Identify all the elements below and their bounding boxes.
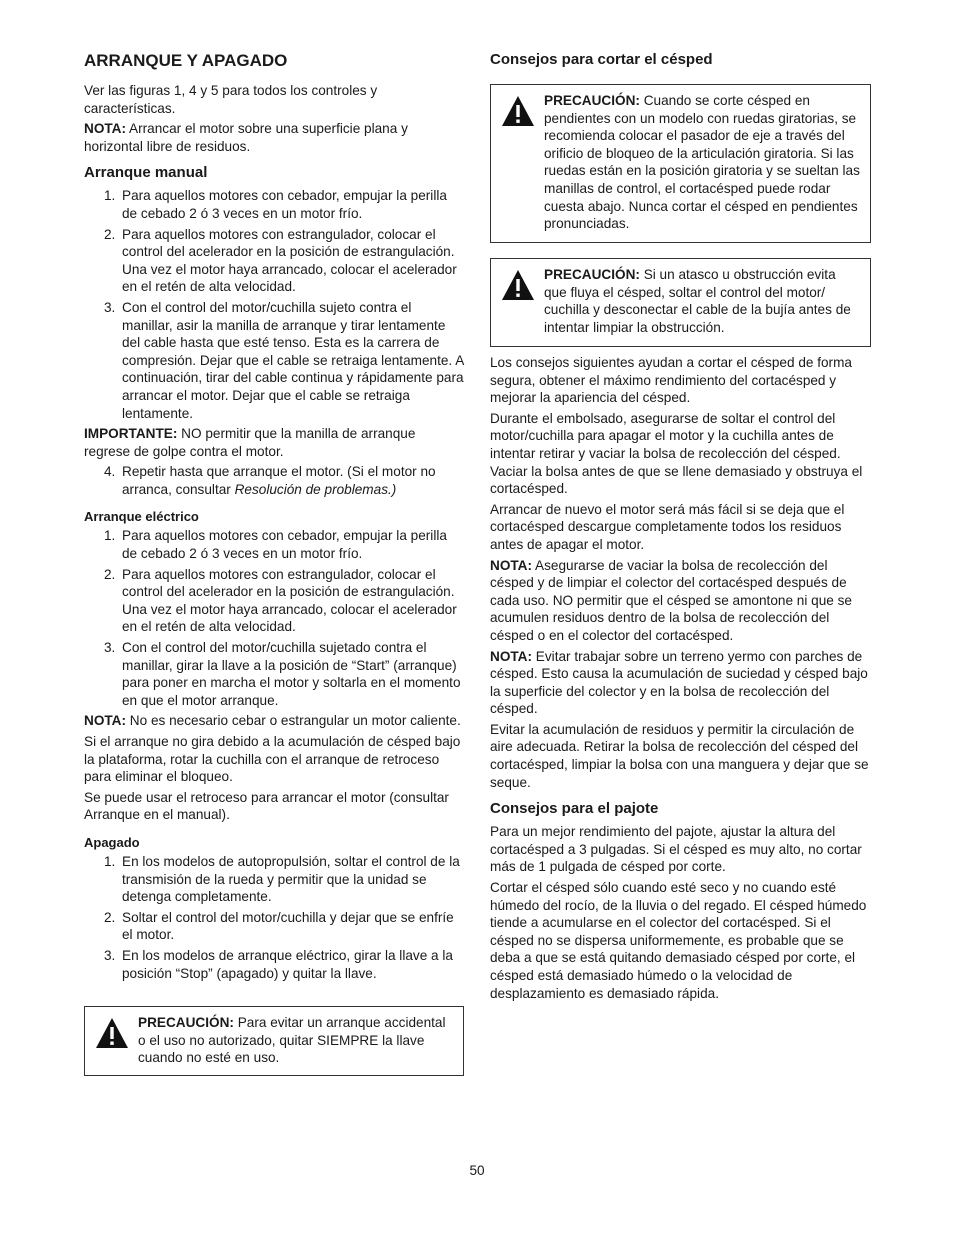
important-note: IMPORTANTE: NO permitir que la manilla de arranque regrese de golpe contra el motor. (84, 426, 416, 459)
stop-heading: Apagado (84, 834, 140, 850)
warning-triangle-icon (501, 269, 535, 301)
caution-text: PRECAUCIÓN: Cuando se corte césped en pendientes con un modelo con ruedas giratorias, se recomienda colocar el pasador de eje a través del orificio de bloqueo de la articulación giratoria. Si las ruedas están en la posición giratoria y se sueltan las manillas de control, el cortacésped puede rodar cuesta abajo. Nunca cortar el césped en pendientes pronunciadas. (544, 93, 860, 232)
list-item: 3. Con el control del motor/cuchilla sujeto contra el manillar, asir la manilla de arranque y tirar lentamente del cable hasta que esté tenso. Esta es la carrera de compresión. Dejar que el cable se retraiga lentamente. A continuación, tirar del cable continua y rápidamente para arrancar el motor. Dejar que el cable se retraiga lentamente. (104, 299, 464, 421)
list-item: 2. Soltar el control del motor/cuchilla y dejar que se enfríe el motor. (104, 909, 454, 943)
mowing-tips-heading: Consejos para cortar el césped (490, 51, 713, 68)
manual-reference-paragraph: Se puede usar el retroceso para arrancar el motor (consultar Arranque en el manual). (84, 789, 449, 823)
left-column (84, 50, 464, 1076)
warning-triangle-icon (95, 1017, 129, 1049)
mulching-tips-heading: Consejos para el pajote (490, 800, 659, 818)
list-item: 1. Para aquellos motores con cebador, empujar la perilla de cebado 2 ó 3 veces en un motor frío. (104, 528, 447, 562)
list-item: 1. En los modelos de autopropulsión, soltar el control de la transmisión de la rueda y permitir que la unidad se detenga completamente. (104, 853, 460, 905)
page-number: 50 (469, 1163, 485, 1178)
list-item: 4. Repetir hasta que arranque el motor. (Si el motor no arranca, consultar Resolución de problemas.) (104, 464, 436, 497)
manual-start-steps-continued (84, 463, 464, 498)
list-item: 3. En los modelos de arranque eléctrico, girar la llave a la posición “Stop” (apagado) y quitar la llave. (104, 947, 453, 981)
electric-start-steps (84, 527, 464, 709)
list-item: 1. Para aquellos motores con cebador, empujar la perilla de cebado 2 ó 3 veces en un motor frío. (104, 188, 447, 221)
section-title: ARRANQUE Y APAGADO (84, 51, 288, 70)
caution-box-slopes (490, 84, 871, 243)
tips-intro-paragraph: Los consejos siguientes ayudan a cortar el césped de forma segura, obtener el máximo rendimiento del cortacésped y mejorar la apariencia del césped. (490, 355, 852, 406)
list-item: 2. Para aquellos motores con estrangulador, colocar el control del acelerador en la posición de estrangulación. Una vez el motor haya arrancado, colocar el acelerador en el retén de alta velocidad. (104, 226, 457, 295)
caution-box-key (84, 1006, 464, 1076)
manual-start-steps (84, 187, 464, 422)
electric-start-heading: Arranque eléctrico (84, 509, 199, 525)
caution-text: PRECAUCIÓN: Si un atasco u obstrucción evita que fluya el césped, soltar el control del motor/ cuchilla y desconectar el cable de la bujía antes de intentar limpiar la obstrucción. (544, 267, 851, 335)
stop-steps (84, 853, 464, 982)
list-item: 3. Con el control del motor/cuchilla sujetado contra el manillar, girar la llave a la posición de “Start” (arranque) para poner en marcha el motor y soltarla en el momento en que el motor arranque. (104, 640, 461, 708)
caution-box-clog (490, 258, 871, 347)
warning-triangle-icon (501, 95, 535, 127)
bagging-paragraph: Durante el embolsado, asegurarse de soltar el control del motor/cuchilla para apagar el motor y la cuchilla antes de intentar retirar y vaciar la bolsa de recolección del césped. Vaciar la bolsa antes de que se llene demasiado y obstruya el cortacésped. (490, 410, 863, 497)
airflow-paragraph: Evitar la acumulación de residuos y permitir la circulación de aire adecuada. Retirar la bolsa de recolección del césped del cortacésped, limpiar la bolsa con una manguera y dejar que se seque. (490, 721, 869, 790)
note-warm-engine: NOTA: No es necesario cebar o estrangular un motor caliente. (84, 713, 461, 729)
mulch-height-paragraph: Para un mejor rendimiento del pajote, ajustar la altura del cortacésped a 3 pulgadas. Si el césped es muy alto, no cortar más de 1 pulgada de césped por corte. (490, 824, 862, 875)
manual-start-heading: Arranque manual (84, 164, 208, 182)
caution-text: PRECAUCIÓN: Para evitar un arranque accidental o el uso no autorizado, quitar SIEMPRE la llave cuando no esté en uso. (138, 1015, 446, 1066)
recoil-paragraph: Si el arranque no gira debido a la acumulación de césped bajo la plataforma, rotar la cuchilla con el arranque de retroceso para eliminar el bloqueo. (84, 734, 461, 785)
note-empty-bag: NOTA: Asegurarse de vaciar la bolsa de recolección del césped y de limpiar el colector del cortacésped después de cada uso. NO permitir que el césped se amontone ni que se acumulen residuos dentro de la bolsa de recolección del césped o en el colector del cortacésped. (490, 557, 852, 643)
intro-paragraph: Ver las figuras 1, 4 y 5 para todos los controles y características. (84, 83, 378, 116)
list-item: 2. Para aquellos motores con estrangulador, colocar el control del acelerador en la posición de estrangulación. Una vez el motor haya arrancado, colocar el acelerador en el retén de alta velocidad. (104, 566, 457, 635)
right-column (490, 50, 871, 1005)
restart-paragraph: Arrancar de nuevo el motor será más fácil si se deja que el cortacésped descargue completamente todos los residuos antes de apagar el motor. (490, 501, 845, 552)
note-bare-ground: NOTA: Evitar trabajar sobre un terreno yermo con parches de césped. Esto causa la acumulación de suciedad y césped bajo la superficie del colector y en la bolsa de recolección del césped. (490, 648, 868, 717)
mulch-dry-paragraph: Cortar el césped sólo cuando esté seco y no cuando esté húmedo del rocío, de la lluvia o del regado. El césped húmedo tiende a acumularse en el colector del cortacésped. Si el césped no se dispersa uniformemente, es probable que se deba a que se está quitando demasiado césped por corte, el césped está demasiado húmedo o la velocidad de desplazamiento es demasiado rápida. (490, 880, 867, 1001)
note-start-surface: NOTA: Arrancar el motor sobre una superficie plana y horizontal libre de residuos. (84, 121, 408, 154)
